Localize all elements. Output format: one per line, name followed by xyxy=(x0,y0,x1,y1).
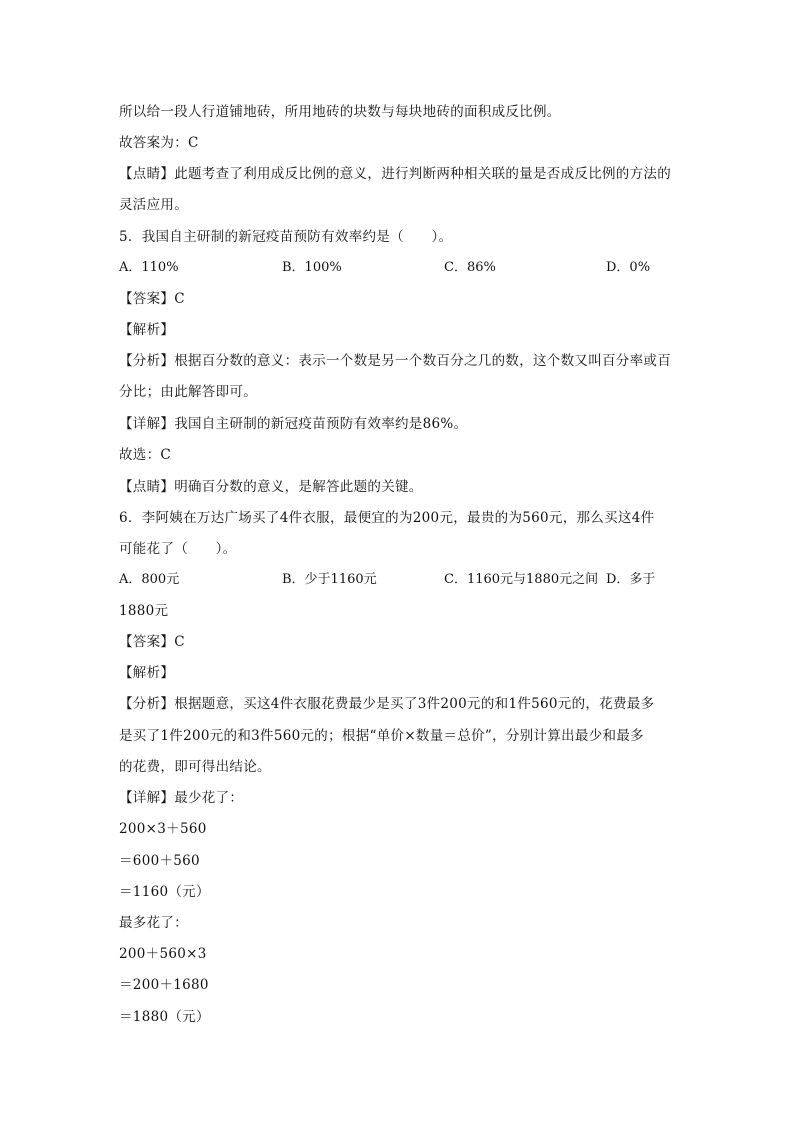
question-5-stem: 5．我国自主研制的新冠疫苗预防有效率约是（ ）。 xyxy=(119,229,453,245)
q5-option-d: D．0% xyxy=(606,260,651,275)
q6-calc-min-2: ＝600＋560 xyxy=(119,853,200,869)
q6-option-a: A．800元 xyxy=(119,572,180,587)
q6-detail-title: 【详解】最少花了： xyxy=(119,790,244,806)
q6-answer: 【答案】C xyxy=(119,634,185,650)
q5-choice: 故选：C xyxy=(119,447,172,463)
answer-line: 故答案为：C xyxy=(119,135,199,151)
question-6-stem-2: 可能花了（ ）。 xyxy=(119,541,237,557)
q6-option-d: D．多于 xyxy=(606,572,656,587)
q6-analysis-title: 【解析】 xyxy=(119,665,175,681)
q6-option-d-continued: 1880元 xyxy=(119,603,169,619)
q6-option-b: B．少于1160元 xyxy=(282,572,377,587)
question-6-stem-1: 6．李阿姨在万达广场买了4件衣服，最便宜的为200元，最贵的为560元，那么买这4件 xyxy=(119,510,655,526)
q6-analysis-line-3: 的花费，即可得出结论。 xyxy=(119,759,271,775)
q6-calc-max-1: 200＋560×3 xyxy=(119,946,207,962)
q6-analysis-line-2: 是买了1件200元的和3件560元的；根据“单价×数量＝总价”，分别计算出最少和最多 xyxy=(119,728,644,744)
q5-option-c: C．86% xyxy=(444,260,496,275)
comment-line-1: 【点睛】此题考查了利用成反比例的意义，进行判断两种相关联的量是否成反比例的方法的 xyxy=(119,166,671,182)
q5-detail: 【详解】我国自主研制的新冠疫苗预防有效率约是86%。 xyxy=(119,416,468,432)
q6-calc-max-2: ＝200＋1680 xyxy=(119,977,209,993)
conclusion-text: 所以给一段人行道铺地砖，所用地砖的块数与每块地砖的面积成反比例。 xyxy=(119,104,561,120)
q6-max-title: 最多花了： xyxy=(119,915,188,931)
q5-option-a: A．110% xyxy=(119,260,179,275)
q6-calc-min-1: 200×3＋560 xyxy=(119,821,207,837)
q6-analysis-line-1: 【分析】根据题意，买这4件衣服花费最少是买了3件200元的和1件560元的，花费最多 xyxy=(119,696,655,712)
q5-option-b: B．100% xyxy=(282,260,342,275)
q5-analysis-line-1: 【分析】根据百分数的意义：表示一个数是另一个数百分之几的数，这个数又叫百分率或百 xyxy=(119,353,671,369)
q5-analysis-line-2: 分比；由此解答即可。 xyxy=(119,384,257,400)
q5-comment: 【点睛】明确百分数的意义，是解答此题的关键。 xyxy=(119,479,423,495)
q6-calc-min-3: ＝1160（元） xyxy=(119,884,210,900)
q5-analysis-title: 【解析】 xyxy=(119,322,175,338)
q6-calc-max-3: ＝1880（元） xyxy=(119,1009,210,1025)
q6-option-c: C．1160元与1880元之间 xyxy=(444,572,599,587)
comment-line-2: 灵活应用。 xyxy=(119,197,188,213)
q5-answer: 【答案】C xyxy=(119,291,185,307)
